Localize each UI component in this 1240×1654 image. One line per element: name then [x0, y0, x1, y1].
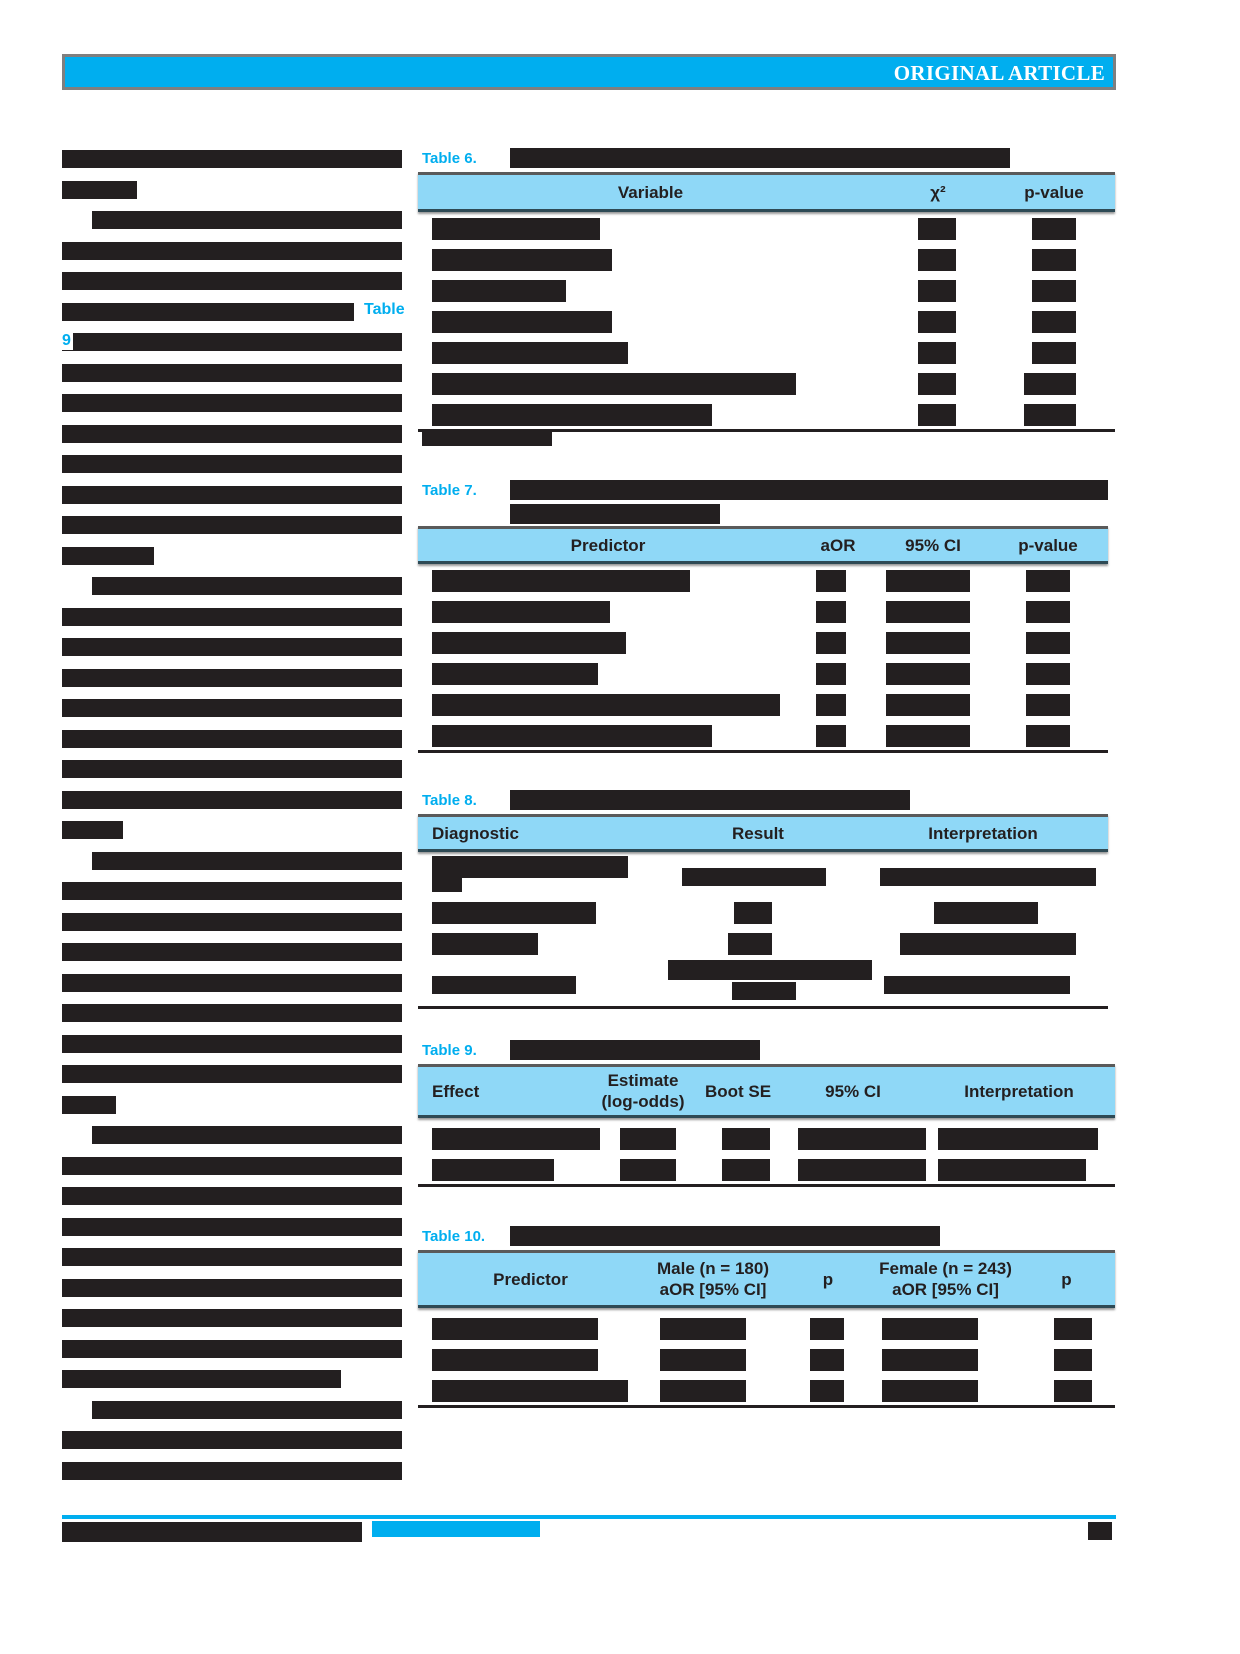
column-header-effect: Effect — [432, 1081, 480, 1101]
text-line — [62, 1187, 402, 1205]
page-number-redacted — [1088, 1522, 1112, 1540]
table-label: Table 6. — [422, 150, 477, 167]
text-line — [62, 1462, 402, 1480]
text-line — [62, 1279, 402, 1297]
table-title-redacted — [510, 480, 1108, 500]
text-line — [62, 300, 405, 321]
text-line — [92, 1401, 402, 1419]
table-bottom-rule — [418, 1184, 1115, 1187]
column-header-female-line1: Female (n = 243) — [879, 1259, 1012, 1278]
table-row — [418, 1312, 1115, 1343]
column-header-variable: Variable — [617, 182, 684, 202]
text-line — [62, 1248, 402, 1266]
table-row — [418, 305, 1115, 336]
text-line — [92, 211, 402, 229]
text-line — [62, 1218, 402, 1236]
table-body — [418, 852, 1108, 1006]
text-line — [62, 272, 402, 290]
table-row — [418, 1374, 1115, 1405]
table-row — [418, 852, 1108, 896]
text-line — [62, 608, 402, 626]
footer-journal-link[interactable] — [372, 1521, 540, 1537]
text-line — [62, 242, 402, 260]
text-line — [62, 394, 402, 412]
column-header-male-p: p — [822, 1269, 834, 1289]
section-label: ORIGINAL ARTICLE — [893, 61, 1105, 85]
table-title-redacted — [510, 504, 720, 524]
section-header-band — [62, 54, 1116, 90]
text-line — [62, 1370, 341, 1388]
text-line — [62, 974, 402, 992]
table-bottom-rule — [418, 1405, 1115, 1408]
table-header-row — [418, 814, 1108, 852]
text-line — [62, 333, 402, 351]
text-line — [62, 455, 402, 473]
table-row — [418, 657, 1108, 688]
text-line — [62, 425, 402, 443]
table-row — [418, 927, 1108, 958]
column-header-male — [643, 1258, 783, 1300]
text-line — [92, 577, 402, 595]
text-line — [92, 852, 402, 870]
text-line — [62, 364, 402, 382]
table-caption — [418, 790, 1108, 814]
column-header-predictor: Predictor — [493, 1269, 568, 1289]
column-header-male-line1: Male (n = 180) — [657, 1259, 769, 1278]
table-row — [418, 1343, 1115, 1374]
table-row — [418, 243, 1115, 274]
column-header-aor: aOR — [820, 535, 856, 555]
column-header-estimate — [593, 1070, 693, 1112]
column-header-95ci: 95% CI — [825, 1081, 881, 1101]
text-line — [62, 1157, 402, 1175]
text-line — [62, 1065, 402, 1083]
body-text-column — [62, 150, 405, 1492]
table-bottom-rule — [418, 1006, 1108, 1009]
table-label: Table 10. — [422, 1228, 486, 1245]
column-header-estimate-line1: Estimate — [607, 1071, 679, 1090]
table-row — [418, 1122, 1115, 1153]
text-line — [62, 547, 154, 565]
table-9 — [418, 1040, 1115, 1187]
column-header-95ci: 95% CI — [905, 535, 961, 555]
table-row — [418, 336, 1115, 367]
text-line — [62, 1309, 402, 1327]
column-header-interpretation: Interpretation — [928, 823, 1038, 843]
column-header-male-line2: aOR [95% CI] — [659, 1280, 767, 1299]
column-header-predictor: Predictor — [570, 535, 646, 555]
text-line — [62, 791, 402, 809]
column-header-interpretation: Interpretation — [964, 1081, 1074, 1101]
table-header-row — [418, 1250, 1115, 1308]
text-line — [62, 516, 402, 534]
table-caption — [418, 1040, 1115, 1064]
table-reference-link[interactable]: 9 — [62, 332, 71, 349]
text-line — [62, 821, 123, 839]
text-line — [62, 882, 402, 900]
table-bottom-rule — [418, 750, 1108, 753]
text-line — [62, 943, 402, 961]
table-label: Table 7. — [422, 482, 477, 499]
table-caption — [418, 1226, 1115, 1250]
column-header-p-value: p-value — [1024, 182, 1084, 202]
text-line — [62, 760, 402, 778]
table-header-row — [418, 526, 1108, 564]
table-title-redacted — [510, 1040, 760, 1060]
text-line — [62, 699, 402, 717]
column-header-female — [873, 1258, 1018, 1300]
table-reference-link[interactable]: Table — [364, 300, 405, 318]
column-header-boot-se: Boot SE — [704, 1081, 772, 1101]
text-line — [62, 1035, 402, 1053]
text-line — [92, 1126, 402, 1144]
table-row — [418, 896, 1108, 927]
text-line — [62, 181, 137, 199]
text-line — [62, 913, 402, 931]
table-row — [418, 1153, 1115, 1184]
column-header-estimate-line2: (log-odds) — [601, 1092, 685, 1111]
column-header-chi-square: χ² — [930, 182, 946, 202]
text-line — [62, 1096, 116, 1114]
table-body — [418, 564, 1108, 750]
text-line — [62, 1340, 402, 1358]
text-line — [62, 1004, 402, 1022]
table-row — [418, 564, 1108, 595]
column-header-result: Result — [732, 823, 784, 843]
table-row — [418, 398, 1115, 429]
table-label: Table 8. — [422, 792, 477, 809]
text-line — [62, 486, 402, 504]
footer-citation-redacted — [62, 1522, 362, 1542]
text-line — [62, 638, 402, 656]
table-6 — [418, 148, 1115, 446]
text-line — [62, 669, 402, 687]
column-header-female-p: p — [1061, 1269, 1072, 1289]
table-8 — [418, 790, 1108, 1009]
table-row — [418, 958, 1108, 1006]
table-header-row — [418, 172, 1115, 212]
table-row — [418, 212, 1115, 243]
footer-rule — [62, 1515, 1116, 1519]
table-title-redacted — [510, 1226, 940, 1246]
text-line — [62, 150, 402, 168]
table-body — [418, 1118, 1115, 1184]
table-row — [418, 274, 1115, 305]
table-body — [418, 212, 1115, 429]
table-row — [418, 688, 1108, 719]
table-row — [418, 595, 1108, 626]
text-line — [62, 1431, 402, 1449]
table-header-row — [418, 1064, 1115, 1118]
table-10 — [418, 1226, 1115, 1408]
column-header-p-value: p-value — [1018, 535, 1078, 555]
table-7 — [418, 480, 1108, 753]
table-row — [418, 719, 1108, 750]
table-row — [418, 367, 1115, 398]
column-header-diagnostic: Diagnostic — [432, 823, 519, 843]
table-caption — [418, 148, 1115, 172]
column-header-female-line2: aOR [95% CI] — [892, 1280, 999, 1299]
table-body — [418, 1308, 1115, 1405]
table-label: Table 9. — [422, 1042, 477, 1059]
table-row — [418, 626, 1108, 657]
text-line — [62, 730, 402, 748]
table-title-redacted — [510, 148, 1010, 168]
table-caption — [418, 480, 1108, 526]
table-title-redacted — [510, 790, 910, 810]
